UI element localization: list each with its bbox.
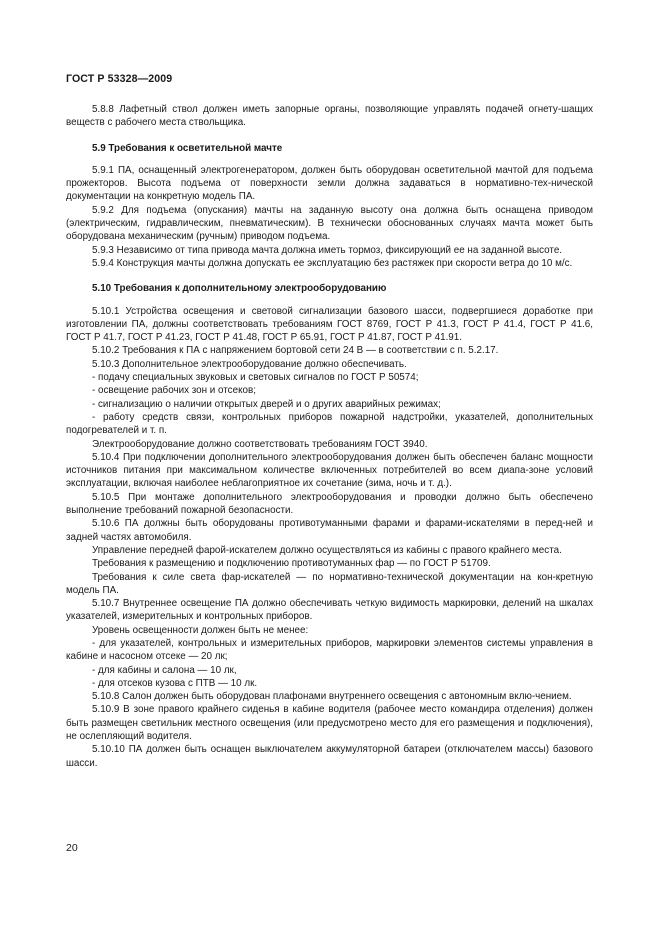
paragraph-5-10-6: 5.10.6 ПА должны быть оборудованы противотуманными фарами и фарами-искателями в перед-ней и задней частях автомобиля.	[66, 518, 593, 543]
paragraph-5-9-4: 5.9.4 Конструкция мачты должна допускать ее эксплуатацию без растяжек при скорости ветра до 10 м/с.	[92, 257, 573, 269]
paragraph-searchlight-intensity: Требования к силе света фар-искателей — по нормативно-технической документации на кон-кретную модель ПА.	[66, 571, 593, 596]
paragraph-5-9-2: 5.9.2 Для подъема (опускания) мачты на заданную высоту она должна быть оснащена приводом (электрическим, гидравлическим, пневматическим). В технически обоснованных случаях мачта может быть оборудована механическим (ручным) приводом подъема.	[66, 204, 593, 243]
paragraph-5-10-10: 5.10.10 ПА должен быть оснащен выключателем аккумуляторной батареи (отключателем массы) базового шасси.	[66, 744, 593, 769]
list-item: - подачу специальных звуковых и световых сигналов по ГОСТ Р 50574;	[92, 372, 419, 384]
paragraph-5-10-1: 5.10.1 Устройства освещения и световой сигнализации базового шасси, подвергшиеся доработке при изготовлении ПА, должны соответствовать требованиям ГОСТ 8769, ГОСТ Р 41.3, ГОСТ Р 41.4, ГОСТ Р 41.6, ГОСТ Р 41.7, ГОСТ Р 41.23, ГОСТ Р 41.48, ГОСТ Р 65.91, ГОСТ Р 41.87, ГОСТ Р 41.91.	[66, 305, 593, 344]
paragraph-5-10-3: 5.10.3 Дополнительное электрооборудование должно обеспечивать.	[92, 358, 407, 370]
list-item: - работу средств связи, контрольных приборов пожарной надстройки, указателей, дополнительных подогревателей и т. п.	[66, 411, 593, 437]
paragraph-5-10-2: 5.10.2 Требования к ПА с напряжением бортовой сети 24 В — в соответствии с п. 5.2.17.	[92, 345, 499, 357]
paragraph-5-8-8: 5.8.8 Лафетный ствол должен иметь запорные органы, позволяющие управлять подачей огнету-шащих веществ с рабочего места ствольщика.	[66, 104, 593, 129]
list-item: - сигнализацию о наличии открытых дверей и о других аварийных режимах;	[92, 398, 441, 410]
list-item: - для кабины и салона — 10 лк,	[92, 664, 237, 676]
list-item: - для отсеков кузова с ПТВ — 10 лк.	[92, 677, 258, 689]
section-heading-5-9: 5.9 Требования к осветительной мачте	[92, 142, 283, 154]
paragraph-searchlight-control: Управление передней фарой-искателем должно осуществляться из кабины с правого крайнего места.	[92, 544, 562, 556]
paragraph-5-10-8: 5.10.8 Салон должен быть оборудован плафонами внутреннего освещения с автономным вклю-чением.	[92, 691, 572, 703]
paragraph-5-9-3: 5.9.3 Независимо от типа привода мачта должна иметь тормоз, фиксирующий ее на заданной высоте.	[92, 244, 563, 256]
paragraph-5-10-9: 5.10.9 В зоне правого крайнего сиденья в кабине водителя (рабочее место командира отделения) должен быть размещен светильник местного освещения (или предусмотрено место для его размещения и подключения), не ослепляющий водителя.	[66, 704, 593, 743]
paragraph-5-10-5: 5.10.5 При монтаже дополнительного электрооборудования и проводки должно быть обеспечено выполнение требований пожарной безопасности.	[66, 491, 593, 517]
paragraph-5-9-1: 5.9.1 ПА, оснащенный электрогенератором, должен быть оборудован осветительной мачтой для подъема прожекторов. Высота подъема от поверхности земли должна задаваться в нормативно-тех-нической документации на конкретную модель ПА.	[66, 164, 593, 203]
section-heading-5-10: 5.10 Требования к дополнительному электрооборудованию	[92, 283, 387, 295]
standard-header: ГОСТ Р 53328—2009	[66, 73, 173, 85]
list-item: - освещение рабочих зон и отсеков;	[92, 385, 256, 397]
document-body	[66, 103, 593, 770]
page-number: 20	[66, 842, 78, 854]
paragraph-electrical-requirements: Электрооборудование должно соответствовать требованиям ГОСТ 3940.	[92, 438, 428, 450]
paragraph-5-10-7: 5.10.7 Внутреннее освещение ПА должно обеспечивать четкую видимость маркировки, делений на шкалах указателей, измерительных и контрольных приборов.	[66, 598, 593, 623]
paragraph-fog-lights: Требования к размещению и подключению противотуманных фар — по ГОСТ Р 51709.	[92, 558, 491, 570]
list-item: - для указателей, контрольных и измерительных приборов, маркировки элементов системы управления в кабине и насосном отсеке — 20 лк;	[66, 637, 593, 663]
paragraph-illumination-level: Уровень освещенности должен быть не менее:	[92, 624, 309, 636]
paragraph-5-10-4: 5.10.4 При подключении дополнительного электрооборудования должен быть обеспечен баланс мощности источников питания при максимальном количестве включенных потребителей во всем диапа-зоне условий эксплуатации, включая наиболее неблагоприятное их сочетание (зима, ночь и т. д.).	[66, 451, 593, 490]
